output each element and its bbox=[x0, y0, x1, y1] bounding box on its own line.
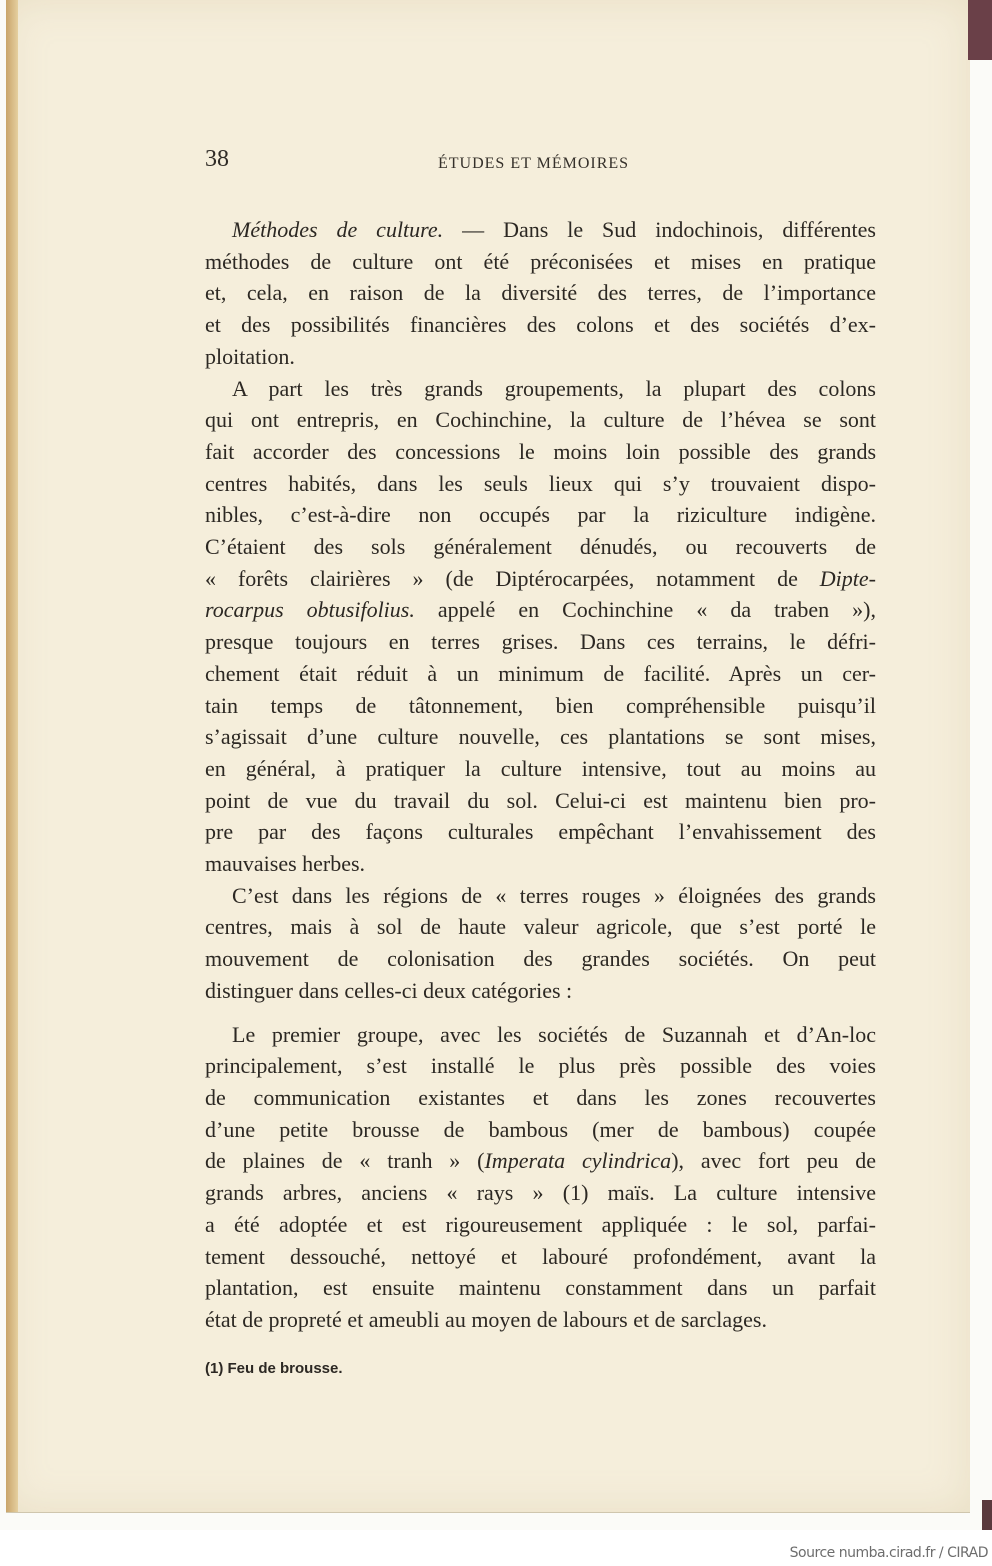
text-segment: a été adoptée et est rigoureusement appliquée : le sol, parfai- bbox=[205, 1211, 876, 1237]
text-segment: grands arbres, anciens « rays » (1) maïs. La culture intensive bbox=[205, 1180, 876, 1206]
running-title: ÉTUDES ET MÉMOIRES bbox=[438, 155, 630, 172]
text-segment: C’étaient des sols généralement dénudés, ou recouverts de bbox=[205, 534, 876, 560]
text-line bbox=[205, 1050, 876, 1082]
text-line bbox=[205, 436, 876, 468]
text-segment: et des possibilités financières des colons et des sociétés d’ex- bbox=[205, 312, 876, 338]
text-segment: « forêts clairières » (de Diptérocarpées, notamment de bbox=[205, 565, 820, 591]
text-segment: nibles, c’est-à-dire non occupés par la riziculture indigène. bbox=[205, 502, 876, 528]
paragraph bbox=[205, 373, 876, 880]
text-segment: centres, mais à sol de haute valeur agricole, que s’est porté le bbox=[205, 914, 876, 940]
text-line bbox=[205, 753, 876, 785]
text-segment: ploitation. bbox=[205, 343, 295, 369]
text-line bbox=[205, 404, 876, 436]
text-segment: d’une petite brousse de bambous (mer de bambous) coupée bbox=[205, 1116, 876, 1142]
source-credit: Source numba.cirad.fr / CIRAD bbox=[789, 1545, 988, 1561]
text-line bbox=[205, 1304, 876, 1336]
text-segment: mouvement de colonisation des grandes sociétés. On peut bbox=[205, 946, 876, 972]
text-segment: — Dans le Sud indochinois, différentes bbox=[443, 217, 876, 242]
text-line bbox=[205, 785, 876, 817]
text-line bbox=[205, 911, 876, 943]
text-line bbox=[205, 246, 876, 278]
text-line bbox=[205, 816, 876, 848]
text-segment: s’agissait d’une culture nouvelle, ces plantations se sont mises, bbox=[205, 724, 876, 750]
text-segment: ), avec fort peu de bbox=[671, 1148, 876, 1174]
text-line bbox=[205, 277, 876, 309]
text-line bbox=[205, 594, 876, 626]
text-segment: et, cela, en raison de la diversité des terres, de l’importance bbox=[205, 280, 876, 306]
text-segment: A part les très grands groupements, la plupart des colons bbox=[232, 375, 876, 401]
text-segment: plantation, est ensuite maintenu constamment dans un parfait bbox=[205, 1275, 876, 1301]
text-line bbox=[205, 1241, 876, 1273]
paragraph bbox=[205, 214, 876, 373]
text-line bbox=[205, 690, 876, 722]
paragraph bbox=[205, 1019, 876, 1336]
text-line bbox=[205, 341, 876, 373]
text-segment: Le premier groupe, avec les sociétés de Suzannah et d’An-loc bbox=[232, 1021, 876, 1047]
text-line bbox=[205, 531, 876, 563]
page-edge bbox=[6, 0, 18, 1512]
text-line bbox=[205, 1082, 876, 1114]
text-segment: centres habités, dans les seuls lieux qui s’y trouvaient dispo- bbox=[205, 470, 876, 496]
text-line bbox=[205, 1209, 876, 1241]
page-number: 38 bbox=[205, 146, 229, 172]
text-line bbox=[205, 1177, 876, 1209]
text-line bbox=[205, 1019, 876, 1051]
text-line bbox=[205, 975, 876, 1007]
text-line bbox=[205, 848, 876, 880]
text-line bbox=[205, 563, 876, 595]
text-segment: état de propreté et ameubli au moyen de labours et de sarclages. bbox=[205, 1306, 767, 1332]
text-segment: presque toujours en terres grises. Dans ces terrains, le défri- bbox=[205, 629, 876, 655]
text-line bbox=[205, 309, 876, 341]
text-segment: pre par des façons culturales empêchant l’envahissement des bbox=[205, 819, 876, 845]
text-line bbox=[205, 943, 876, 975]
text-segment: tement dessouché, nettoyé et labouré profondément, avant la bbox=[205, 1243, 876, 1269]
text-segment: qui ont entrepris, en Cochinchine, la culture de l’hévea se sont bbox=[205, 407, 876, 433]
book-cover-edge bbox=[968, 0, 992, 60]
italic-text: Méthodes de culture. bbox=[232, 217, 444, 242]
text-segment: de communication existantes et dans les zones recouvertes bbox=[205, 1084, 876, 1110]
text-line bbox=[205, 721, 876, 753]
text-line bbox=[205, 626, 876, 658]
text-segment: chement était réduit à un minimum de facilité. Après un cer- bbox=[205, 660, 876, 686]
italic-text: rocarpus obtusifolius. bbox=[205, 597, 415, 623]
text-segment: fait accorder des concessions le moins loin possible des grands bbox=[205, 438, 876, 464]
paragraph bbox=[205, 880, 876, 1007]
text-segment: distinguer dans celles-ci deux catégories : bbox=[205, 977, 573, 1003]
footnote: (1) Feu de brousse. bbox=[205, 1360, 343, 1377]
body-text bbox=[205, 214, 876, 1336]
text-segment: C’est dans les régions de « terres rouges » éloignées des grands bbox=[232, 882, 876, 908]
text-segment: tain temps de tâtonnement, bien compréhensible puisqu’il bbox=[205, 692, 876, 718]
text-segment: principalement, s’est installé le plus près possible des voies bbox=[205, 1053, 876, 1079]
text-line bbox=[205, 880, 876, 912]
text-line bbox=[205, 214, 876, 246]
text-line bbox=[205, 658, 876, 690]
text-line bbox=[205, 1114, 876, 1146]
text-segment: méthodes de culture ont été préconisées et mises en pratique bbox=[205, 248, 876, 274]
book-cover-edge-bottom bbox=[982, 1500, 992, 1530]
text-line bbox=[205, 1145, 876, 1177]
text-segment: de plaines de « tranh » ( bbox=[205, 1148, 485, 1174]
text-line bbox=[205, 373, 876, 405]
text-segment: point de vue du travail du sol. Celui-ci est maintenu bien pro- bbox=[205, 787, 876, 813]
text-segment: en général, à pratiquer la culture intensive, tout au moins au bbox=[205, 755, 876, 781]
italic-text: Dipte- bbox=[819, 565, 876, 591]
text-line bbox=[205, 499, 876, 531]
text-line bbox=[205, 1272, 876, 1304]
italic-text: Imperata cylindrica bbox=[484, 1148, 672, 1174]
text-segment: mauvaises herbes. bbox=[205, 851, 366, 877]
text-segment: appelé en Cochinchine « da traben »), bbox=[414, 597, 876, 623]
text-line bbox=[205, 468, 876, 500]
